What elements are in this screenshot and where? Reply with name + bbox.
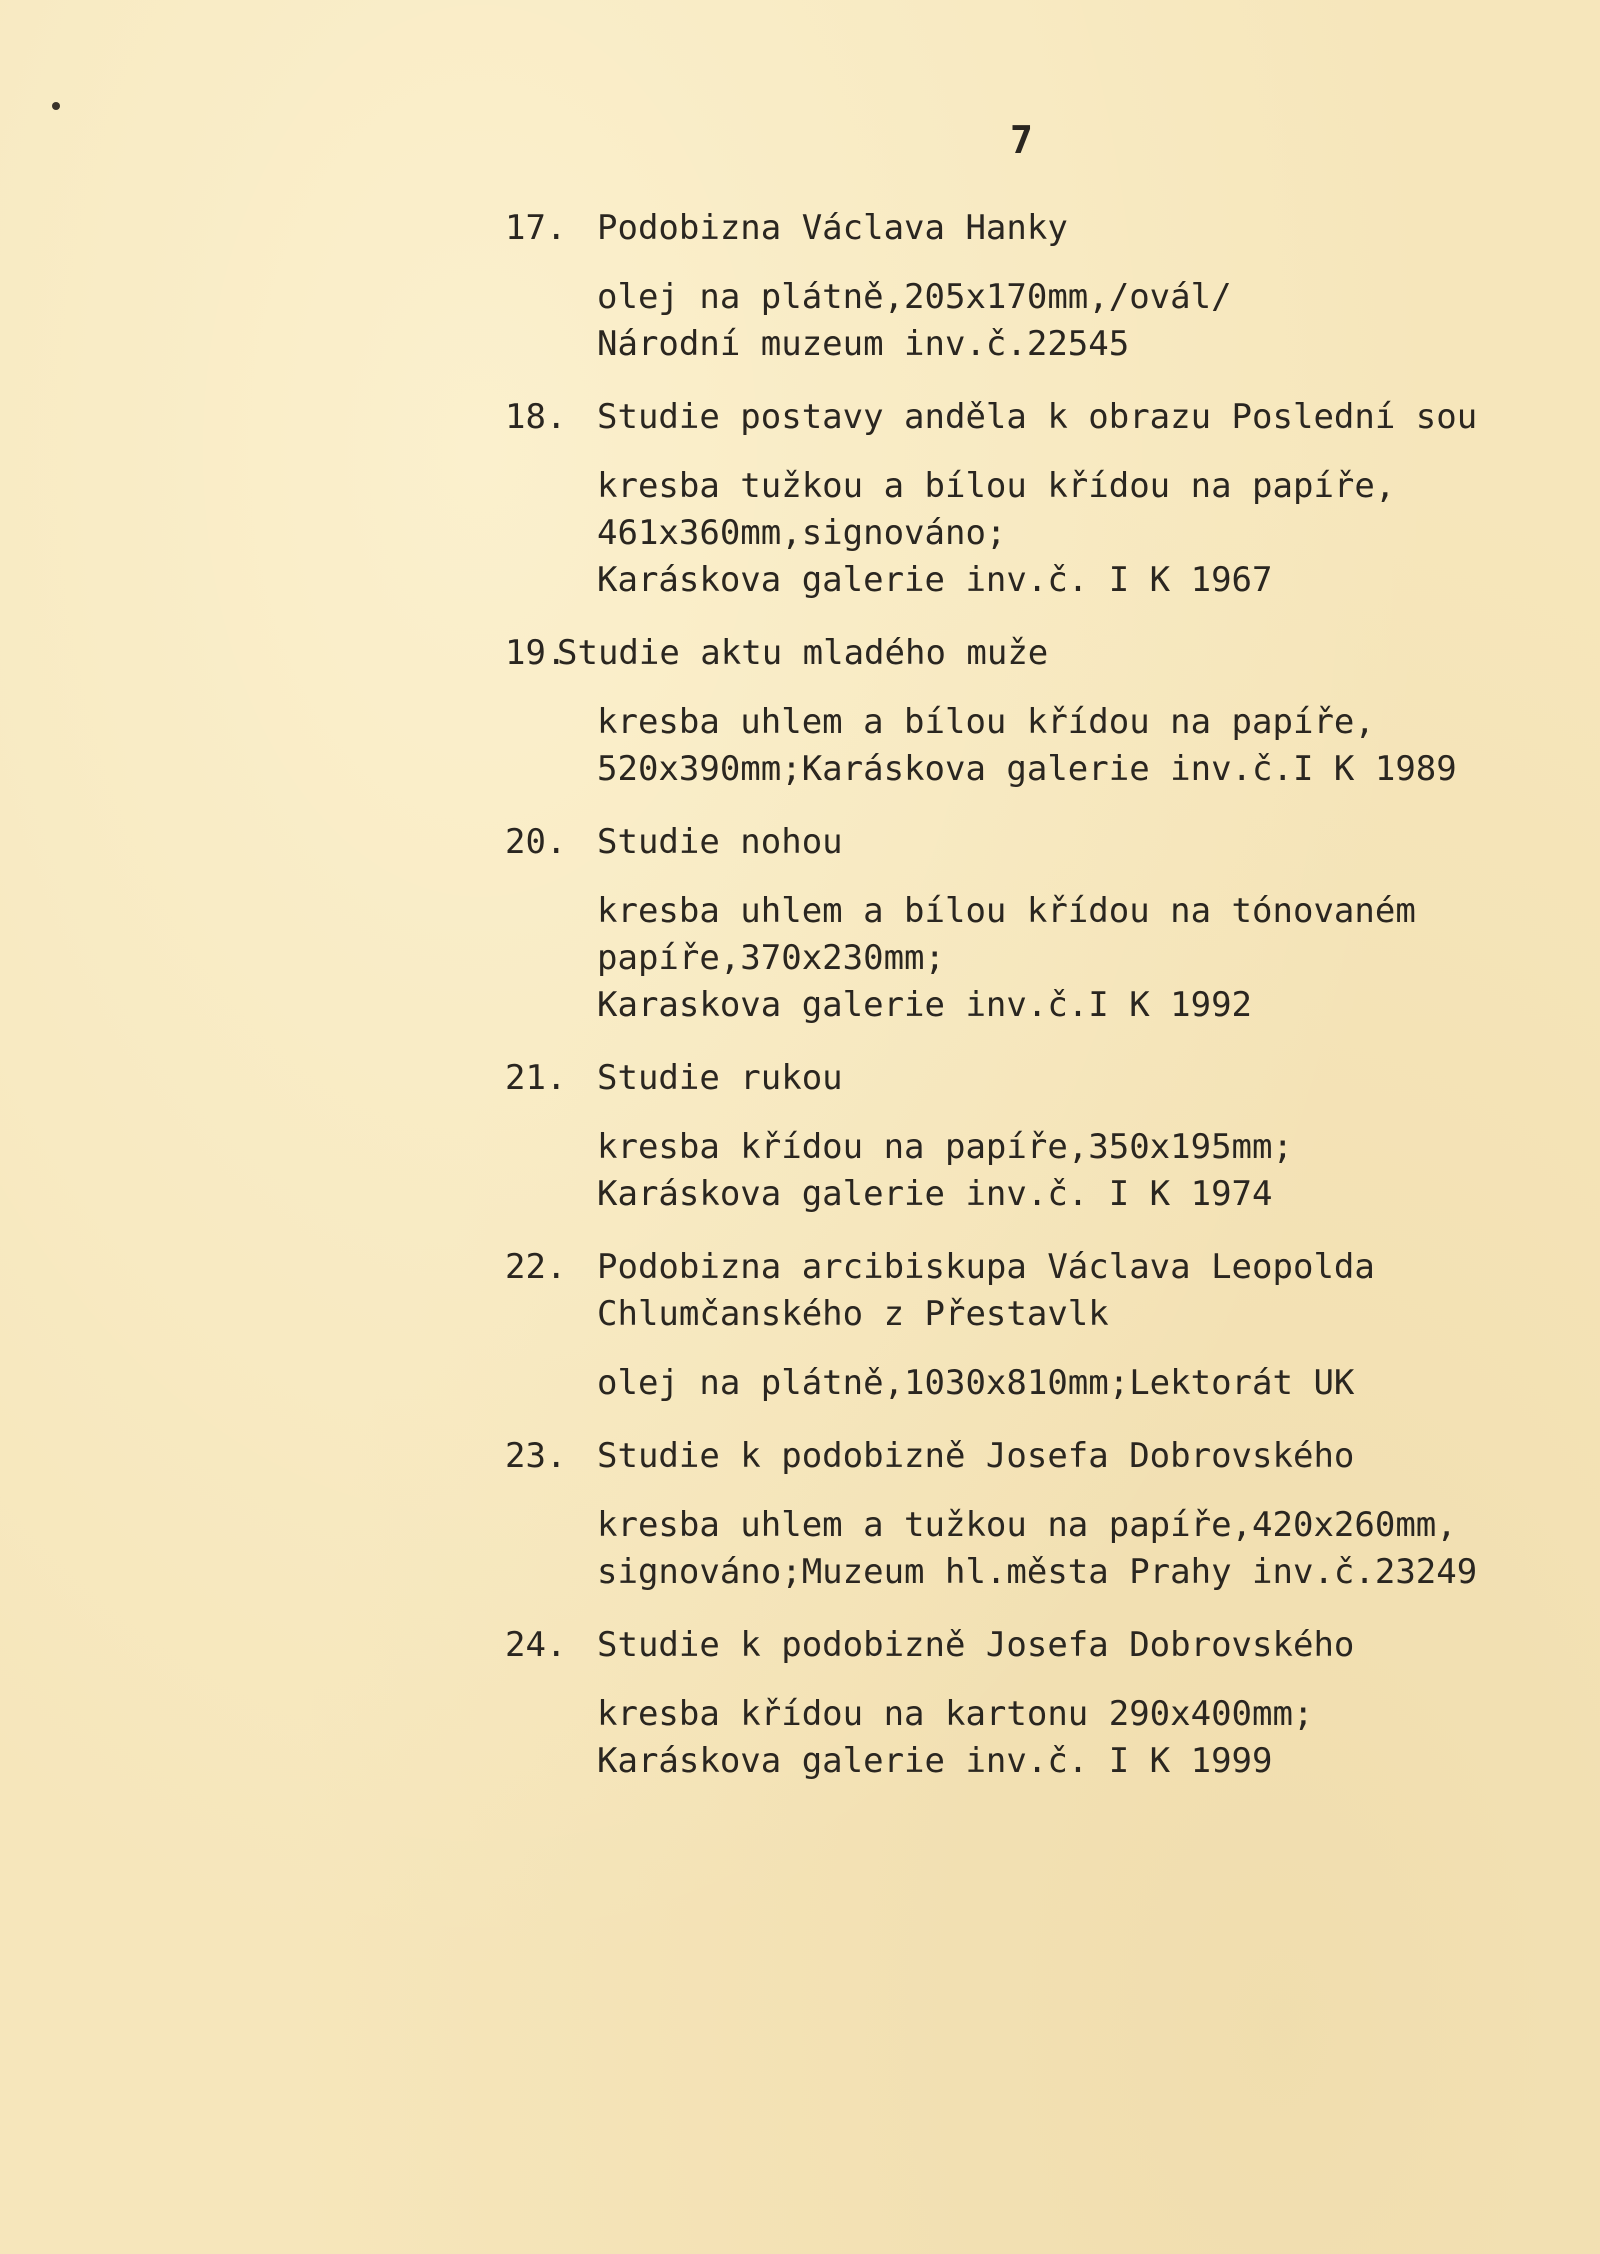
entry-detail-line: Karaskova galerie inv.č.I K 1992: [597, 985, 1253, 1025]
catalogue-entry-17: [505, 205, 1595, 368]
entry-number: 17.: [505, 208, 567, 248]
entry-detail-line: kresba uhlem a bílou křídou na papíře,: [597, 702, 1375, 742]
entry-title: Studie nohou: [597, 822, 843, 862]
entry-detail-line: signováno;Muzeum hl.města Prahy inv.č.23249: [597, 1552, 1478, 1592]
entry-detail-line: 520x390mm;Karáskova galerie inv.č.I K 1989: [597, 749, 1457, 789]
entry-detail-line: olej na plátně,1030x810mm;Lektorát UK: [597, 1363, 1355, 1403]
catalogue-entry-20: [505, 819, 1595, 1029]
entry-number: 18.: [505, 397, 567, 437]
entry-number: 23.: [505, 1436, 567, 1476]
entry-detail-line: papíře,370x230mm;: [597, 938, 945, 978]
entry-number: 19.: [505, 633, 567, 673]
entry-title: Studie aktu mladého muže: [557, 633, 1049, 673]
entry-number: 22.: [505, 1247, 567, 1287]
catalogue-entry-23: [505, 1433, 1595, 1596]
catalogue-entry-21: [505, 1055, 1595, 1218]
entry-number: 21.: [505, 1058, 567, 1098]
entry-number: 24.: [505, 1625, 567, 1665]
entry-title: Chlumčanského z Přestavlk: [597, 1294, 1109, 1334]
entry-title: Podobizna Václava Hanky: [597, 208, 1068, 248]
entry-title: Podobizna arcibiskupa Václava Leopolda: [597, 1247, 1375, 1287]
entry-title: Studie postavy anděla k obrazu Poslední sou: [597, 397, 1478, 437]
entry-detail-line: kresba křídou na kartonu 290x400mm;: [597, 1694, 1314, 1734]
catalogue-entry-18: [505, 394, 1595, 604]
entry-detail-line: kresba uhlem a tužkou na papíře,420x260mm,: [597, 1505, 1457, 1545]
entry-detail-line: 461x360mm,signováno;: [597, 513, 1007, 553]
margin-dot: [52, 102, 60, 110]
catalogue-entry-19: [505, 630, 1595, 793]
entry-detail-line: kresba křídou na papíře,350x195mm;: [597, 1127, 1293, 1167]
entry-detail-line: kresba tužkou a bílou křídou na papíře,: [597, 466, 1396, 506]
entry-detail-line: Karáskova galerie inv.č. I K 1967: [597, 560, 1273, 600]
entry-detail-line: olej na plátně,205x170mm,/ovál/: [597, 277, 1232, 317]
page-number: 7: [1010, 118, 1033, 162]
catalogue-entry-22: [505, 1244, 1595, 1407]
entry-detail-line: kresba uhlem a bílou křídou na tónovaném: [597, 891, 1416, 931]
entry-title: Studie rukou: [597, 1058, 843, 1098]
catalogue-entry-24: [505, 1622, 1595, 1785]
entry-number: 20.: [505, 822, 567, 862]
entry-detail-line: Karáskova galerie inv.č. I K 1974: [597, 1174, 1273, 1214]
entry-detail-line: Národní muzeum inv.č.22545: [597, 324, 1130, 364]
catalogue-list: [505, 205, 1595, 1811]
entry-title: Studie k podobizně Josefa Dobrovského: [597, 1625, 1355, 1665]
entry-title: Studie k podobizně Josefa Dobrovského: [597, 1436, 1355, 1476]
entry-detail-line: Karáskova galerie inv.č. I K 1999: [597, 1741, 1273, 1781]
